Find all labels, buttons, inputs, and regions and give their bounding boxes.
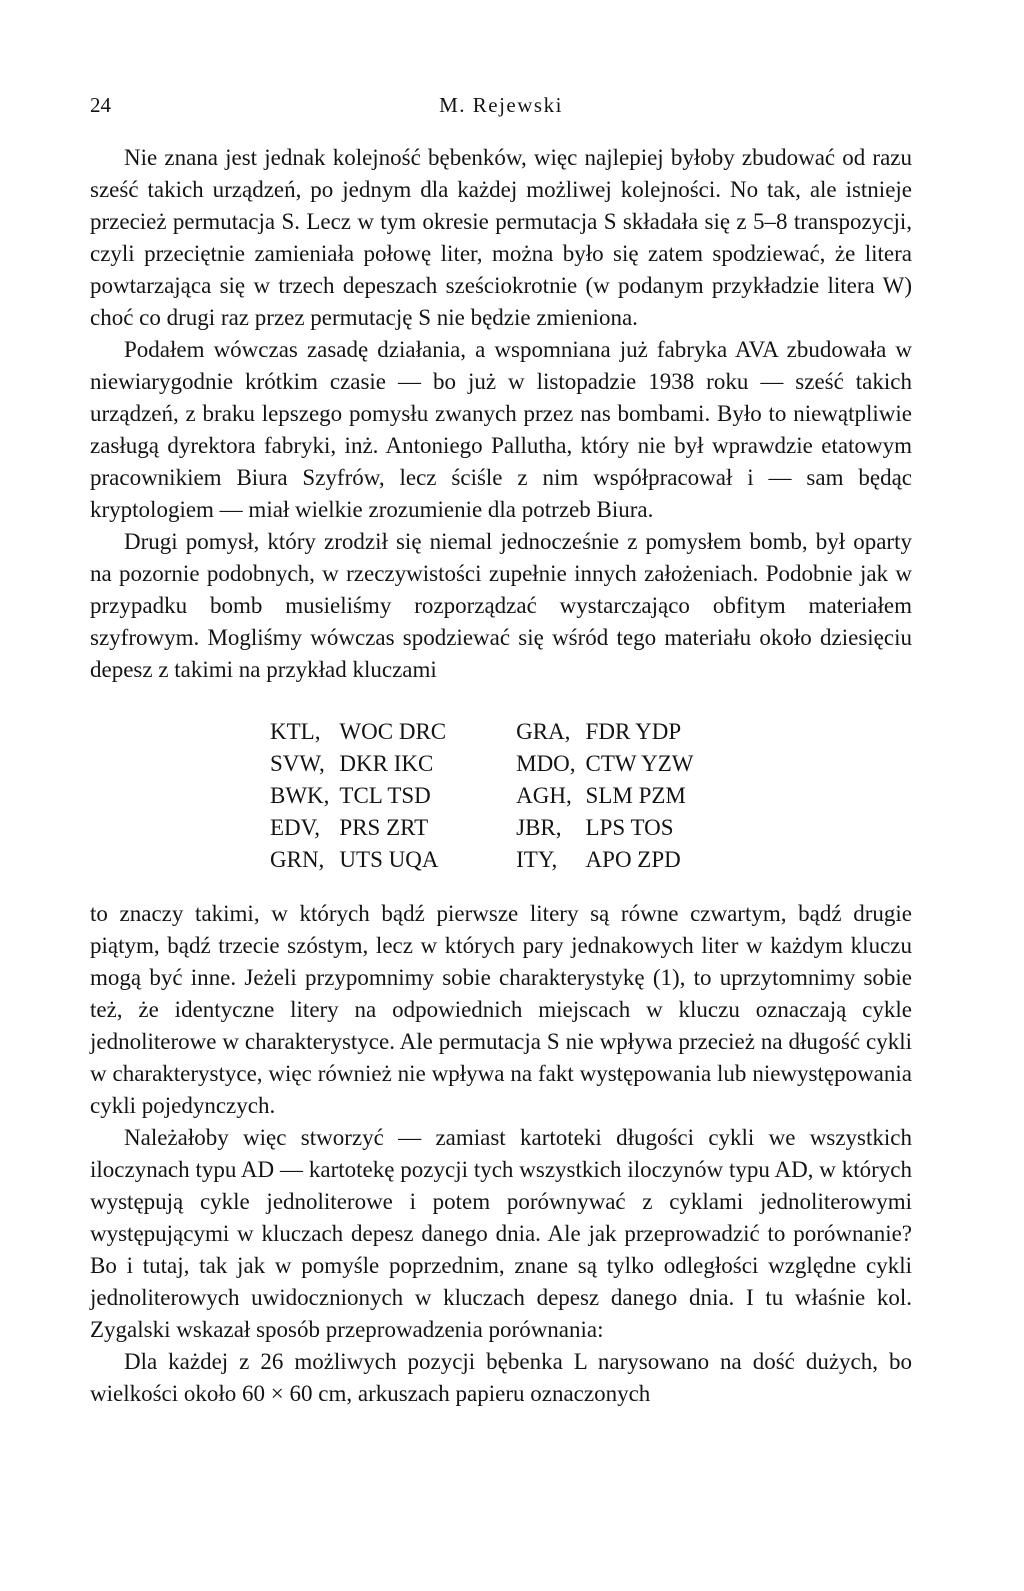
page-body <box>90 142 912 1410</box>
table-cell: PRS ZRT <box>339 815 429 840</box>
table-cell: GRA, <box>516 719 571 744</box>
paragraph: Dla każdej z 26 możliwych pozycji bębenka L narysowano na dość dużych, bo wielkości około 60 × 60 cm, arkuszach papieru oznaczonych <box>90 1349 912 1406</box>
table-cell: TCL TSD <box>339 783 431 808</box>
table-cell: FDR YDP <box>585 719 682 744</box>
keys-table <box>270 716 694 876</box>
table-row <box>270 812 694 844</box>
table-cell: ITY, <box>516 847 558 872</box>
table-cell: DKR IKC <box>339 751 434 776</box>
paragraph: to znaczy takimi, w których bądź pierwsze litery są równe czwartym, bądź drugie piątym, bądź trzecie szóstym, lecz w których pary jednakowych liter w każdym kluczu mogą być inne. Jeżeli przypomnimy sobie charakterystykę (1), to uprzytomnimy sobie też, że identyczne litery na odpowiednich miejscach w kluczu oznaczają cykle jednoliterowe w charakterystyce. Ale permutacja S nie wpływa przecież na długość cykli w charakterystyce, więc również nie wpływa na fakt występowania lub niewystępowania cykli pojedynczych. <box>90 901 912 1118</box>
running-head: M. Rejewski <box>439 93 563 117</box>
table-cell: SLM PZM <box>585 783 686 808</box>
table-cell: GRN, <box>270 847 325 872</box>
table-row <box>270 844 694 876</box>
paragraph: Drugi pomysł, który zrodził się niemal jednocześnie z pomysłem bomb, był oparty na pozornie podobnych, w rzeczywistości zupełnie innych założeniach. Podobnie jak w przypadku bomb musieliśmy rozporządzać wystarczająco obfitym materiałem szyfrowym. Mogliśmy wówczas spodziewać się wśród tego materiału około dziesięciu depesz z takimi na przykład kluczami <box>90 529 912 682</box>
table-row <box>270 716 694 748</box>
table-row <box>270 780 694 812</box>
table-cell: JBR, <box>516 815 562 840</box>
table-row <box>270 748 694 780</box>
table-cell: MDO, <box>516 751 576 776</box>
paragraph: Podałem wówczas zasadę działania, a wspomniana już fabryka AVA zbudowała w niewiarygodnie krótkim czasie — bo już w listopadzie 1938 roku — sześć takich urządzeń, z braku lepszego pomysłu zwanych przez nas bombami. Było to niewątpliwie zasługą dyrektora fabryki, inż. Antoniego Pallutha, który nie był wprawdzie etatowym pracownikiem Biura Szyfrów, lecz ściśle z nim współpracował i — sam będąc kryptologiem — miał wielkie zrozumienie dla potrzeb Biura. <box>90 337 912 522</box>
table-cell: SVW, <box>270 751 325 776</box>
table-cell: LPS TOS <box>585 815 674 840</box>
table-cell: BWK, <box>270 783 330 808</box>
table-cell: CTW YZW <box>585 751 694 776</box>
paragraph: Nie znana jest jednak kolejność bębenków, więc najlepiej byłoby zbudować od razu sześć takich urządzeń, po jednym dla każdej możliwej kolejności. No tak, ale istnieje przecież permutacja S. Lecz w tym okresie permutacja S składała się z 5–8 transpozycji, czyli przeciętnie zamieniała połowę liter, można było się zatem spodziewać, że litera powtarzająca się w trzech depeszach sześciokrotnie (w podanym przykładzie litera W) choć co drugi raz przez permutację S nie będzie zmieniona. <box>90 145 912 330</box>
paragraph: Należałoby więc stworzyć — zamiast kartoteki długości cykli we wszystkich iloczynach typu AD — kartotekę pozycji tych wszystkich iloczynów typu AD, w których występują cykle jednoliterowe i potem porównywać z cyklami jednoliterowymi występującymi w kluczach depesz danego dnia. Ale jak przeprowadzić to porównanie? Bo i tutaj, tak jak w pomyśle poprzednim, znane są tylko odległości względne cykli jednoliterowych uwidocznionych w kluczach depesz danego dnia. I tu właśnie kol. Zygalski wskazał sposób przeprowadzenia porównania: <box>90 1125 912 1342</box>
table-cell: EDV, <box>270 815 321 840</box>
page-number: 24 <box>90 93 111 117</box>
table-cell: APO ZPD <box>585 847 681 872</box>
table-cell: WOC DRC <box>339 719 447 744</box>
table-cell: UTS UQA <box>339 847 439 872</box>
table-cell: KTL, <box>270 719 321 744</box>
table-cell: AGH, <box>516 783 572 808</box>
